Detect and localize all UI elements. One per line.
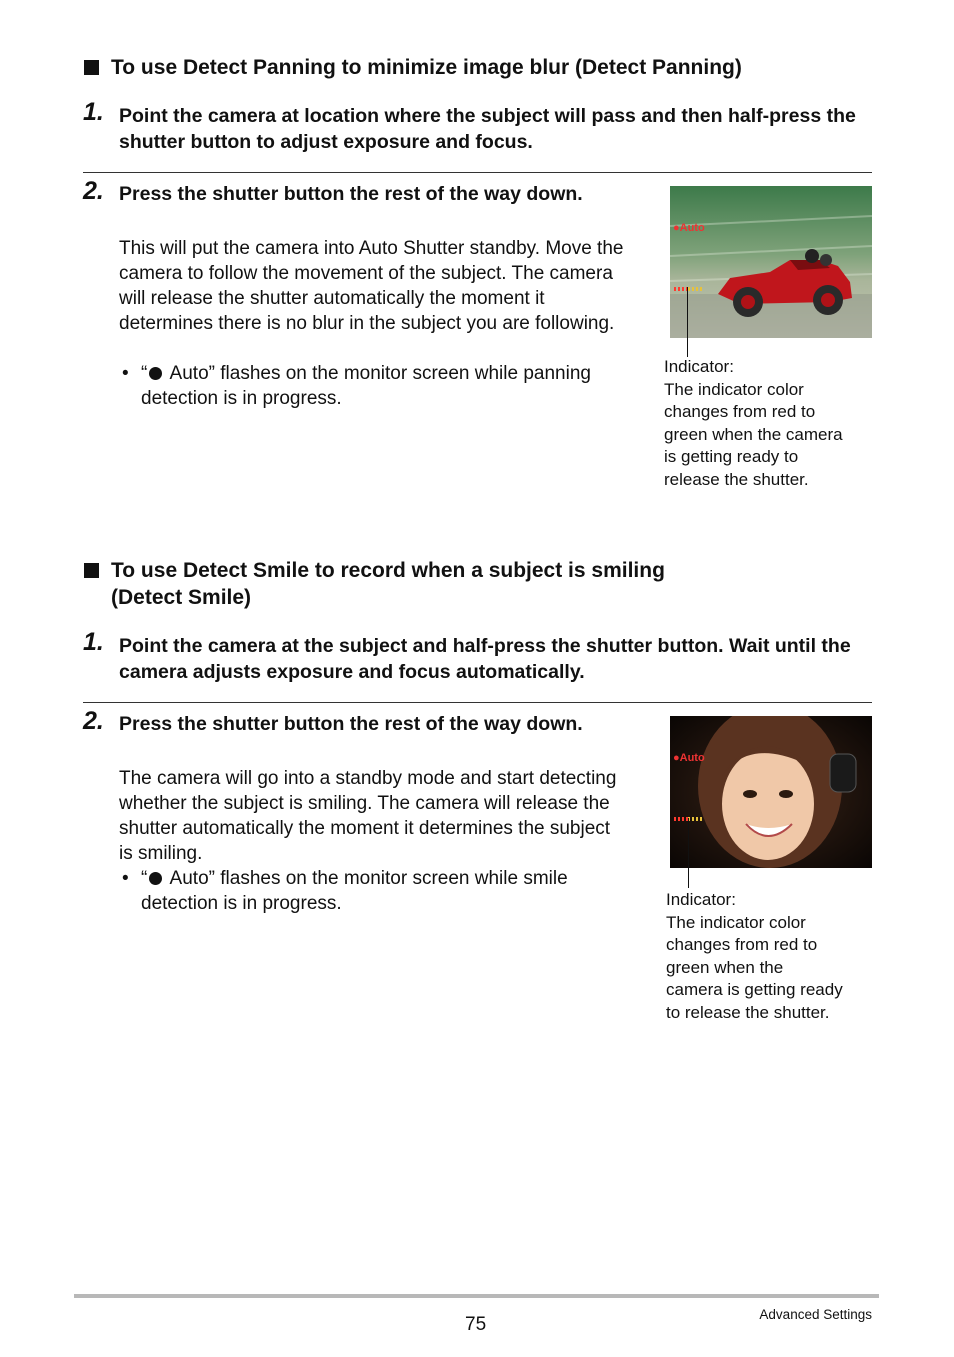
- section-heading-detect-panning: To use Detect Panning to minimize image blur (Detect Panning): [84, 54, 742, 81]
- step-number: 2.: [83, 177, 104, 205]
- indicator-bar: [688, 287, 704, 291]
- black-square-icon: [84, 563, 99, 578]
- step-1-text: Point the camera at the subject and half-press the shutter button. Wait until the camera adjusts exposure and focus automatically.: [119, 635, 851, 683]
- race-car-illustration: [670, 186, 872, 338]
- indicator-bar-red: [674, 287, 688, 291]
- page-number: 75: [465, 1314, 487, 1335]
- indicator-caption: Indicator: The indicator color changes from red to green when the camera is getting ready to release the shutter.: [664, 357, 843, 489]
- divider: [83, 702, 872, 703]
- record-dot-icon: [149, 367, 162, 380]
- step-1-text: Point the camera at location where the subject will pass and then half-press the shutter button to adjust exposure and focus.: [119, 105, 856, 153]
- footer-rule: [74, 1294, 879, 1298]
- step-2-body: The camera will go into a standby mode and start detecting whether the subject is smiling. The camera will release the shutter automatically the moment it determines the subject is smiling.: [119, 768, 617, 864]
- auto-label: ●Auto: [673, 222, 705, 234]
- step-2-text: Press the shutter button the rest of the way down.: [119, 183, 583, 205]
- step-2-body: This will put the camera into Auto Shutter standby. Move the camera to follow the movement of the subject. The camera will release the shutter automatically the moment it determines there is no blur in the subject you are following.: [119, 238, 624, 334]
- bullet-note: • “ Auto” flashes on the monitor screen while panning detection is in progress.: [122, 363, 591, 409]
- step-number: 1.: [83, 628, 104, 656]
- smiling-woman-illustration: [670, 716, 872, 868]
- callout-line: [688, 818, 689, 888]
- step-2-text: Press the shutter button the rest of the way down.: [119, 713, 583, 735]
- divider: [83, 172, 872, 173]
- race-car-monitor-image: [670, 186, 872, 338]
- indicator-bar-red: [674, 817, 688, 821]
- step-number: 2.: [83, 707, 104, 735]
- bullet-note: • “ Auto” flashes on the monitor screen while smile detection is in progress.: [122, 868, 568, 914]
- black-square-icon: [84, 60, 99, 75]
- step-number: 1.: [83, 98, 104, 126]
- smiling-face-monitor-image: [670, 716, 872, 868]
- record-dot-icon: [149, 872, 162, 885]
- callout-line: [687, 287, 688, 357]
- auto-label: ●Auto: [673, 752, 705, 764]
- indicator-caption: Indicator: The indicator color changes from red to green when the camera is getting ready to release the shutter.: [666, 890, 843, 1022]
- indicator-bar: [688, 817, 704, 821]
- footer-section-label: Advanced Settings: [759, 1307, 872, 1322]
- section-heading-detect-smile: To use Detect Smile to record when a subject is smiling (Detect Smile): [84, 557, 665, 611]
